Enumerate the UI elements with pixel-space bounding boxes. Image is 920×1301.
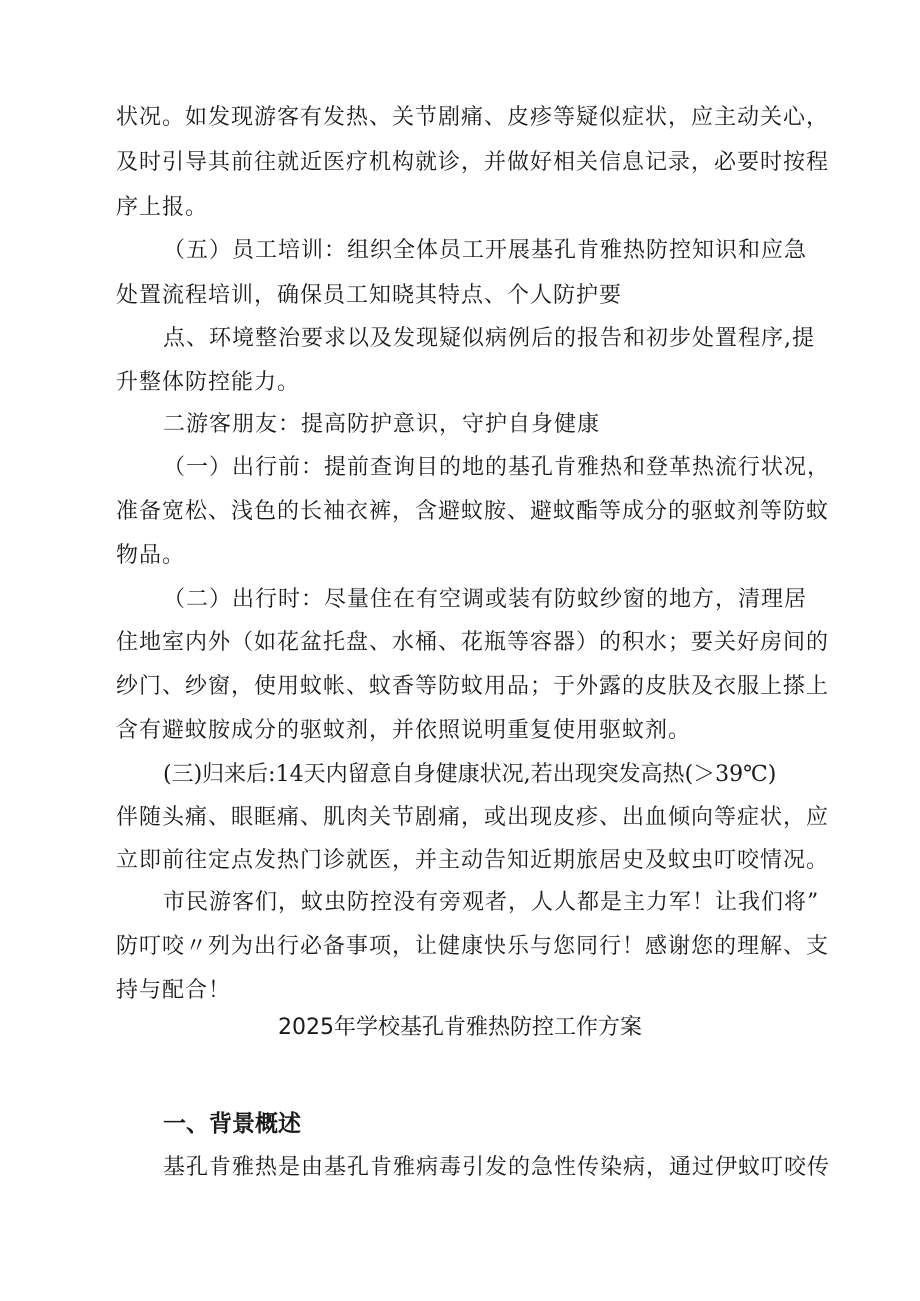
paragraph-line: （一）出行前：提前查询目的地的基孔肯雅热和登革热流行状况， — [163, 455, 831, 480]
paragraph-line: 及时引导其前往就近医疗机构就诊，并做好相关信息记录，必要时按程 — [116, 150, 830, 175]
paragraph-line: 基孔肯雅热是由基孔肯雅病毒引发的急性传染病，通过伊蚊叮咬传 — [163, 1155, 831, 1180]
paragraph-line: 序上报。 — [116, 195, 209, 220]
paragraph-line: 状况。如发现游客有发热、关节剧痛、皮疹等疑似症状，应主动关心， — [116, 105, 830, 130]
paragraph-line: 持与配合！ — [116, 978, 232, 1003]
paragraph-line: 物品。 — [116, 543, 186, 568]
paragraph-line: 立即前往定点发热门诊就医，并主动告知近期旅居史及蚊虫叮咬情况。 — [116, 848, 830, 873]
section-heading: 一、背景概述 — [163, 1111, 301, 1137]
paragraph-line: （五）员工培训：组织全体员工开展基孔肯雅热防控知识和应急 — [163, 238, 808, 263]
paragraph-line: 处置流程培训，确保员工知晓其特点、个人防护要 — [116, 283, 623, 308]
document-title: 2025年学校基孔肯雅热防控工作方案 — [278, 1015, 642, 1040]
paragraph-line: (三)归来后:14天内留意自身健康状况,若出现突发高热(＞39℃) — [163, 762, 777, 787]
paragraph-line: 纱门、纱窗，使用蚊帐、蚊香等防蚊用品；于外露的皮肤及衣服上搽上 — [116, 674, 830, 699]
paragraph-line: 住地室内外（如花盆托盘、水桶、花瓶等容器）的积水；要关好房间的 — [116, 630, 830, 655]
paragraph-line: 二游客朋友：提高防护意识，守护自身健康 — [163, 412, 601, 437]
paragraph-line: 升整体防控能力。 — [116, 370, 301, 395]
paragraph-line: 防叮咬〃列为出行必备事项，让健康快乐与您同行！感谢您的理解、支 — [116, 934, 830, 959]
paragraph-line: （二）出行时：尽量住在有空调或装有防蚊纱窗的地方，清理居 — [163, 587, 808, 612]
paragraph-line: 含有避蚊胺成分的驱蚊剂，并依照说明重复使用驱蚊剂。 — [116, 718, 692, 743]
paragraph-line: 准备宽松、浅色的长袖衣裤，含避蚊胺、避蚊酯等成分的驱蚊剂等防蚊 — [116, 499, 830, 524]
paragraph-line: 点、环境整治要求以及发现疑似病例后的报告和初步处置程序,提 — [163, 326, 815, 351]
paragraph-line: 市民游客们，蚊虫防控没有旁观者，人人都是主力军！让我们将” — [163, 890, 820, 915]
paragraph-line: 伴随头痛、眼眶痛、肌肉关节剧痛，或出现皮疹、出血倾向等症状，应 — [116, 805, 830, 830]
